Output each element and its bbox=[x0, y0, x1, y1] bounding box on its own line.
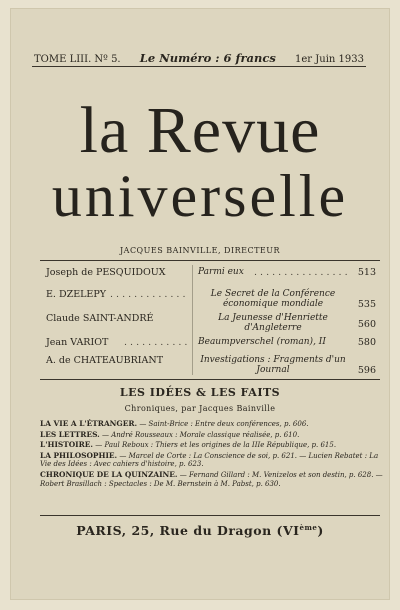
director-credit: JACQUES BAINVILLE, DIRECTEUR bbox=[119, 246, 281, 255]
footer-rule bbox=[40, 515, 380, 516]
address-suffix: ème bbox=[299, 523, 318, 532]
toc-page: 535 bbox=[357, 299, 376, 310]
toc-page: 580 bbox=[357, 337, 376, 348]
issue-price: Le Numéro : 6 francs bbox=[139, 51, 276, 65]
masthead-line-1: la Revue bbox=[79, 94, 321, 167]
rubric-item bbox=[40, 471, 384, 488]
toc-work: Parmi eux bbox=[198, 267, 244, 277]
header-rule bbox=[32, 66, 366, 67]
rubric-name: LA VIE A L'ÉTRANGER. bbox=[40, 419, 138, 428]
rubric-item bbox=[40, 431, 384, 440]
masthead-line-2: universelle bbox=[51, 163, 349, 229]
toc-page: 596 bbox=[357, 365, 376, 376]
issue-header bbox=[34, 51, 364, 65]
toc-leader: . . . . . . . . . . . bbox=[124, 337, 188, 348]
address-close: ) bbox=[317, 523, 324, 539]
toc-author: E. DZELEPY bbox=[46, 289, 107, 300]
toc-work: Investigations : Fragments d'un Journal bbox=[200, 355, 346, 375]
rubric-description: — Saint-Brice : Entre deux conférences, p. 606. bbox=[139, 420, 309, 428]
publisher-address bbox=[10, 523, 390, 538]
issue-number: TOME LIII. Nº 5. bbox=[34, 54, 121, 65]
toc-work: Le Secret de la Conférence économique mondiale bbox=[210, 289, 336, 309]
issue-date: 1er Juin 1933 bbox=[295, 54, 364, 65]
toc-page: 560 bbox=[357, 319, 376, 330]
magazine-cover bbox=[10, 8, 390, 600]
toc-author: Joseph de PESQUIDOUX bbox=[46, 267, 166, 278]
rubric-item bbox=[40, 420, 384, 429]
rubric-description: — Paul Reboux : Thiers et les origines de la IIIe République, p. 615. bbox=[95, 441, 337, 450]
toc-leader: . . . . . . . . . . . . . bbox=[110, 289, 186, 300]
toc-divider bbox=[192, 265, 193, 375]
rubric-description: — Marcel de Corte : La Conscience de soi, p. 621. — Lucien Rebatet : La Vie des Idées : Avec cahiers d'histoire, p. 623. bbox=[40, 451, 379, 469]
address-text: PARIS, 25, Rue du Dragon (VI bbox=[76, 523, 300, 539]
rubric-description: — André Rousseaux : Morale classique réalisée, p. 610. bbox=[101, 430, 300, 439]
toc-work: La Jeunesse d'Henriette d'Angleterre bbox=[218, 313, 328, 333]
rubric-name: LA PHILOSOPHIE. bbox=[40, 450, 118, 460]
rubric-list bbox=[40, 420, 384, 490]
toc-author: Claude SAINT-ANDRÉ bbox=[46, 313, 154, 324]
chronicles-credit: Chroniques, par Jacques Bainville bbox=[124, 404, 276, 413]
toc-leader: . . . . . . . . . . . . . . . . bbox=[254, 267, 348, 278]
rubric-name: L'HISTOIRE. bbox=[40, 440, 93, 450]
toc-page: 513 bbox=[357, 267, 376, 278]
rubric-name: CHRONIQUE DE LA QUINZAINE. bbox=[40, 469, 178, 479]
toc-work: Beaumpverschel (roman), II bbox=[198, 337, 326, 347]
rubric-description: — Fernand Gillard : M. Venizelos et son destin, p. 628. — Robert Brasillach : Spectacles : De M. Bernstein à M. Pabst, p. 630. bbox=[40, 470, 383, 488]
toc-author: Jean VARIOT bbox=[46, 337, 109, 348]
rubric-name: LES LETTRES. bbox=[40, 429, 100, 439]
rubric-item bbox=[40, 452, 384, 469]
toc-author: A. de CHATEAUBRIANT bbox=[46, 355, 164, 366]
ideas-section-title: LES IDÉES & LES FAITS bbox=[119, 386, 281, 399]
rubric-item bbox=[40, 441, 384, 450]
table-of-contents bbox=[40, 260, 380, 380]
